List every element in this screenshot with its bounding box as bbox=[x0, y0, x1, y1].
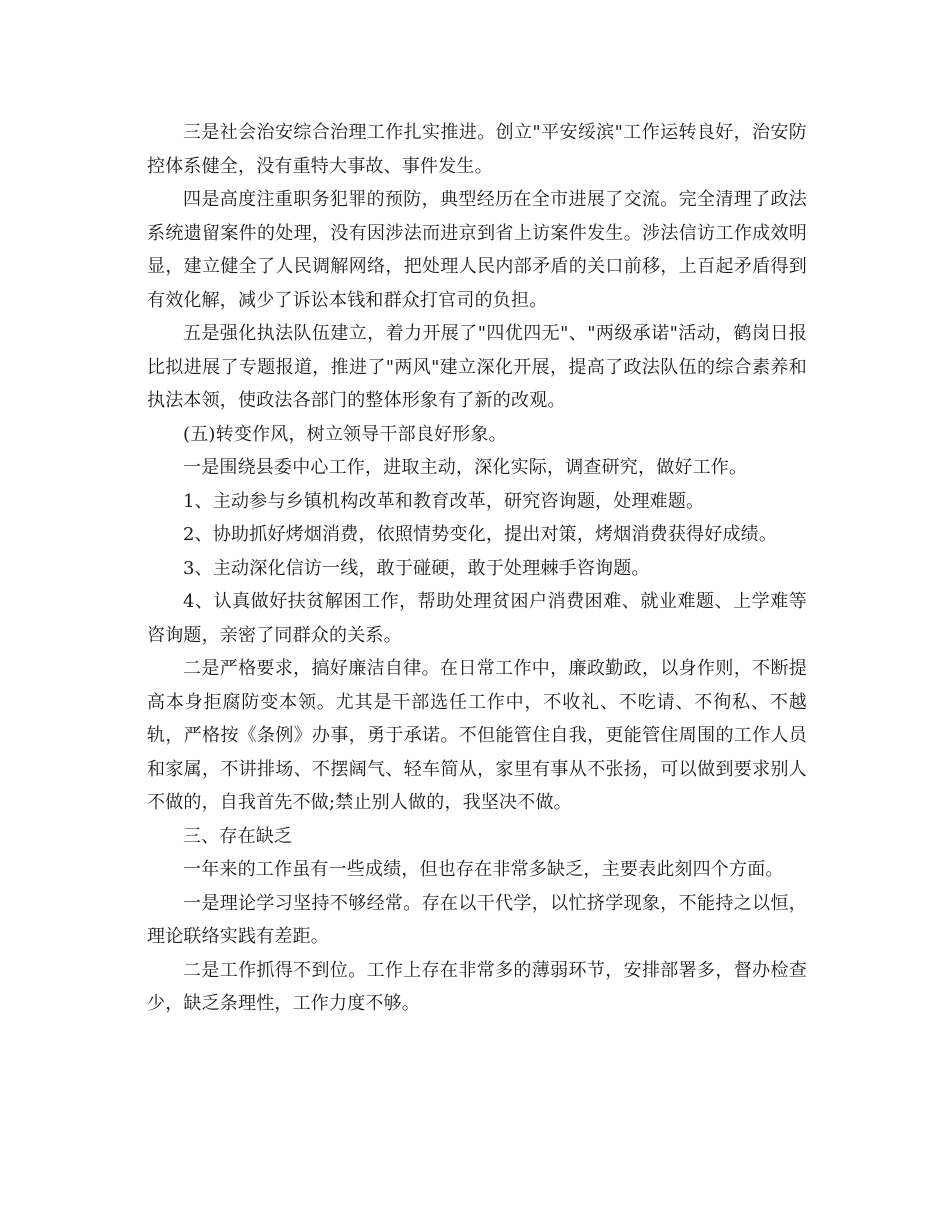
list-item: 2、协助抓好烤烟消费，依照情势变化，提出对策，烤烟消费获得好成绩。 bbox=[183, 524, 778, 545]
paragraph: 二是严格要求，搞好廉洁自律。在日常工作中，廉政勤政，以身作则，不断提高本身拒腐防变本领。尤其是干部选任工作中，不收礼、不吃请、不徇私、不越轨，严格按《条例》办事，勇于承诺。不但能管住自我，更能管住周围的工作人员和家属，不讲排场、不摆阔气、轻车简从，家里有事从不张扬，可以做到要求别人不做的，自我首先不做;禁止别人做的，我坚决不做。 bbox=[147, 658, 807, 813]
list-item: 3、主动深化信访一线，敢于碰硬，敢于处理棘手咨询题。 bbox=[183, 557, 650, 579]
list-item: 4、认真做好扶贫解困工作，帮助处理贫困户消费困难、就业难题、上学难等咨询题，亲密了同群众的关系。 bbox=[147, 591, 807, 646]
document-body bbox=[147, 116, 807, 1021]
paragraph: 五是强化执法队伍建立，着力开展了"四优四无"、"两级承诺"活动，鹤岗日报比拟进展了专题报道，推进了"两风"建立深化开展，提高了政法队伍的综合素养和执法本领，使政法各部门的整体形象有了新的改观。 bbox=[147, 323, 807, 411]
paragraph: 二是工作抓得不到位。工作上存在非常多的薄弱环节，安排部署多，督办检查少，缺乏条理性，工作力度不够。 bbox=[147, 959, 807, 1014]
paragraph: 四是高度注重职务犯罪的预防，典型经历在全市进展了交流。完全清理了政法系统遗留案件的处理，没有因涉法而进京到省上访案件发生。涉法信访工作成效明显，建立健全了人民调解网络，把处理人民内部矛盾的关口前移，上百起矛盾得到有效化解，减少了诉讼本钱和群众打官司的负担。 bbox=[147, 189, 807, 311]
paragraph: 一是围绕县委中心工作，进取主动，深化实际，调查研究，做好工作。 bbox=[183, 457, 748, 478]
paragraph: 一年来的工作虽有一些成绩，但也存在非常多缺乏，主要表此刻四个方面。 bbox=[183, 859, 784, 880]
section-heading: 三、存在缺乏 bbox=[183, 825, 293, 847]
section-heading: (五)转变作风，树立领导干部良好形象。 bbox=[183, 423, 507, 445]
paragraph: 一是理论学习坚持不够经常。存在以干代学，以忙挤学现象，不能持之以恒，理论联络实践有差距。 bbox=[147, 892, 807, 947]
paragraph: 三是社会治安综合治理工作扎实推进。创立"平安绥滨"工作运转良好，治安防控体系健全，没有重特大事故、事件发生。 bbox=[147, 122, 807, 177]
list-item: 1、主动参与乡镇机构改革和教育改革，研究咨询题，处理难题。 bbox=[183, 490, 705, 512]
